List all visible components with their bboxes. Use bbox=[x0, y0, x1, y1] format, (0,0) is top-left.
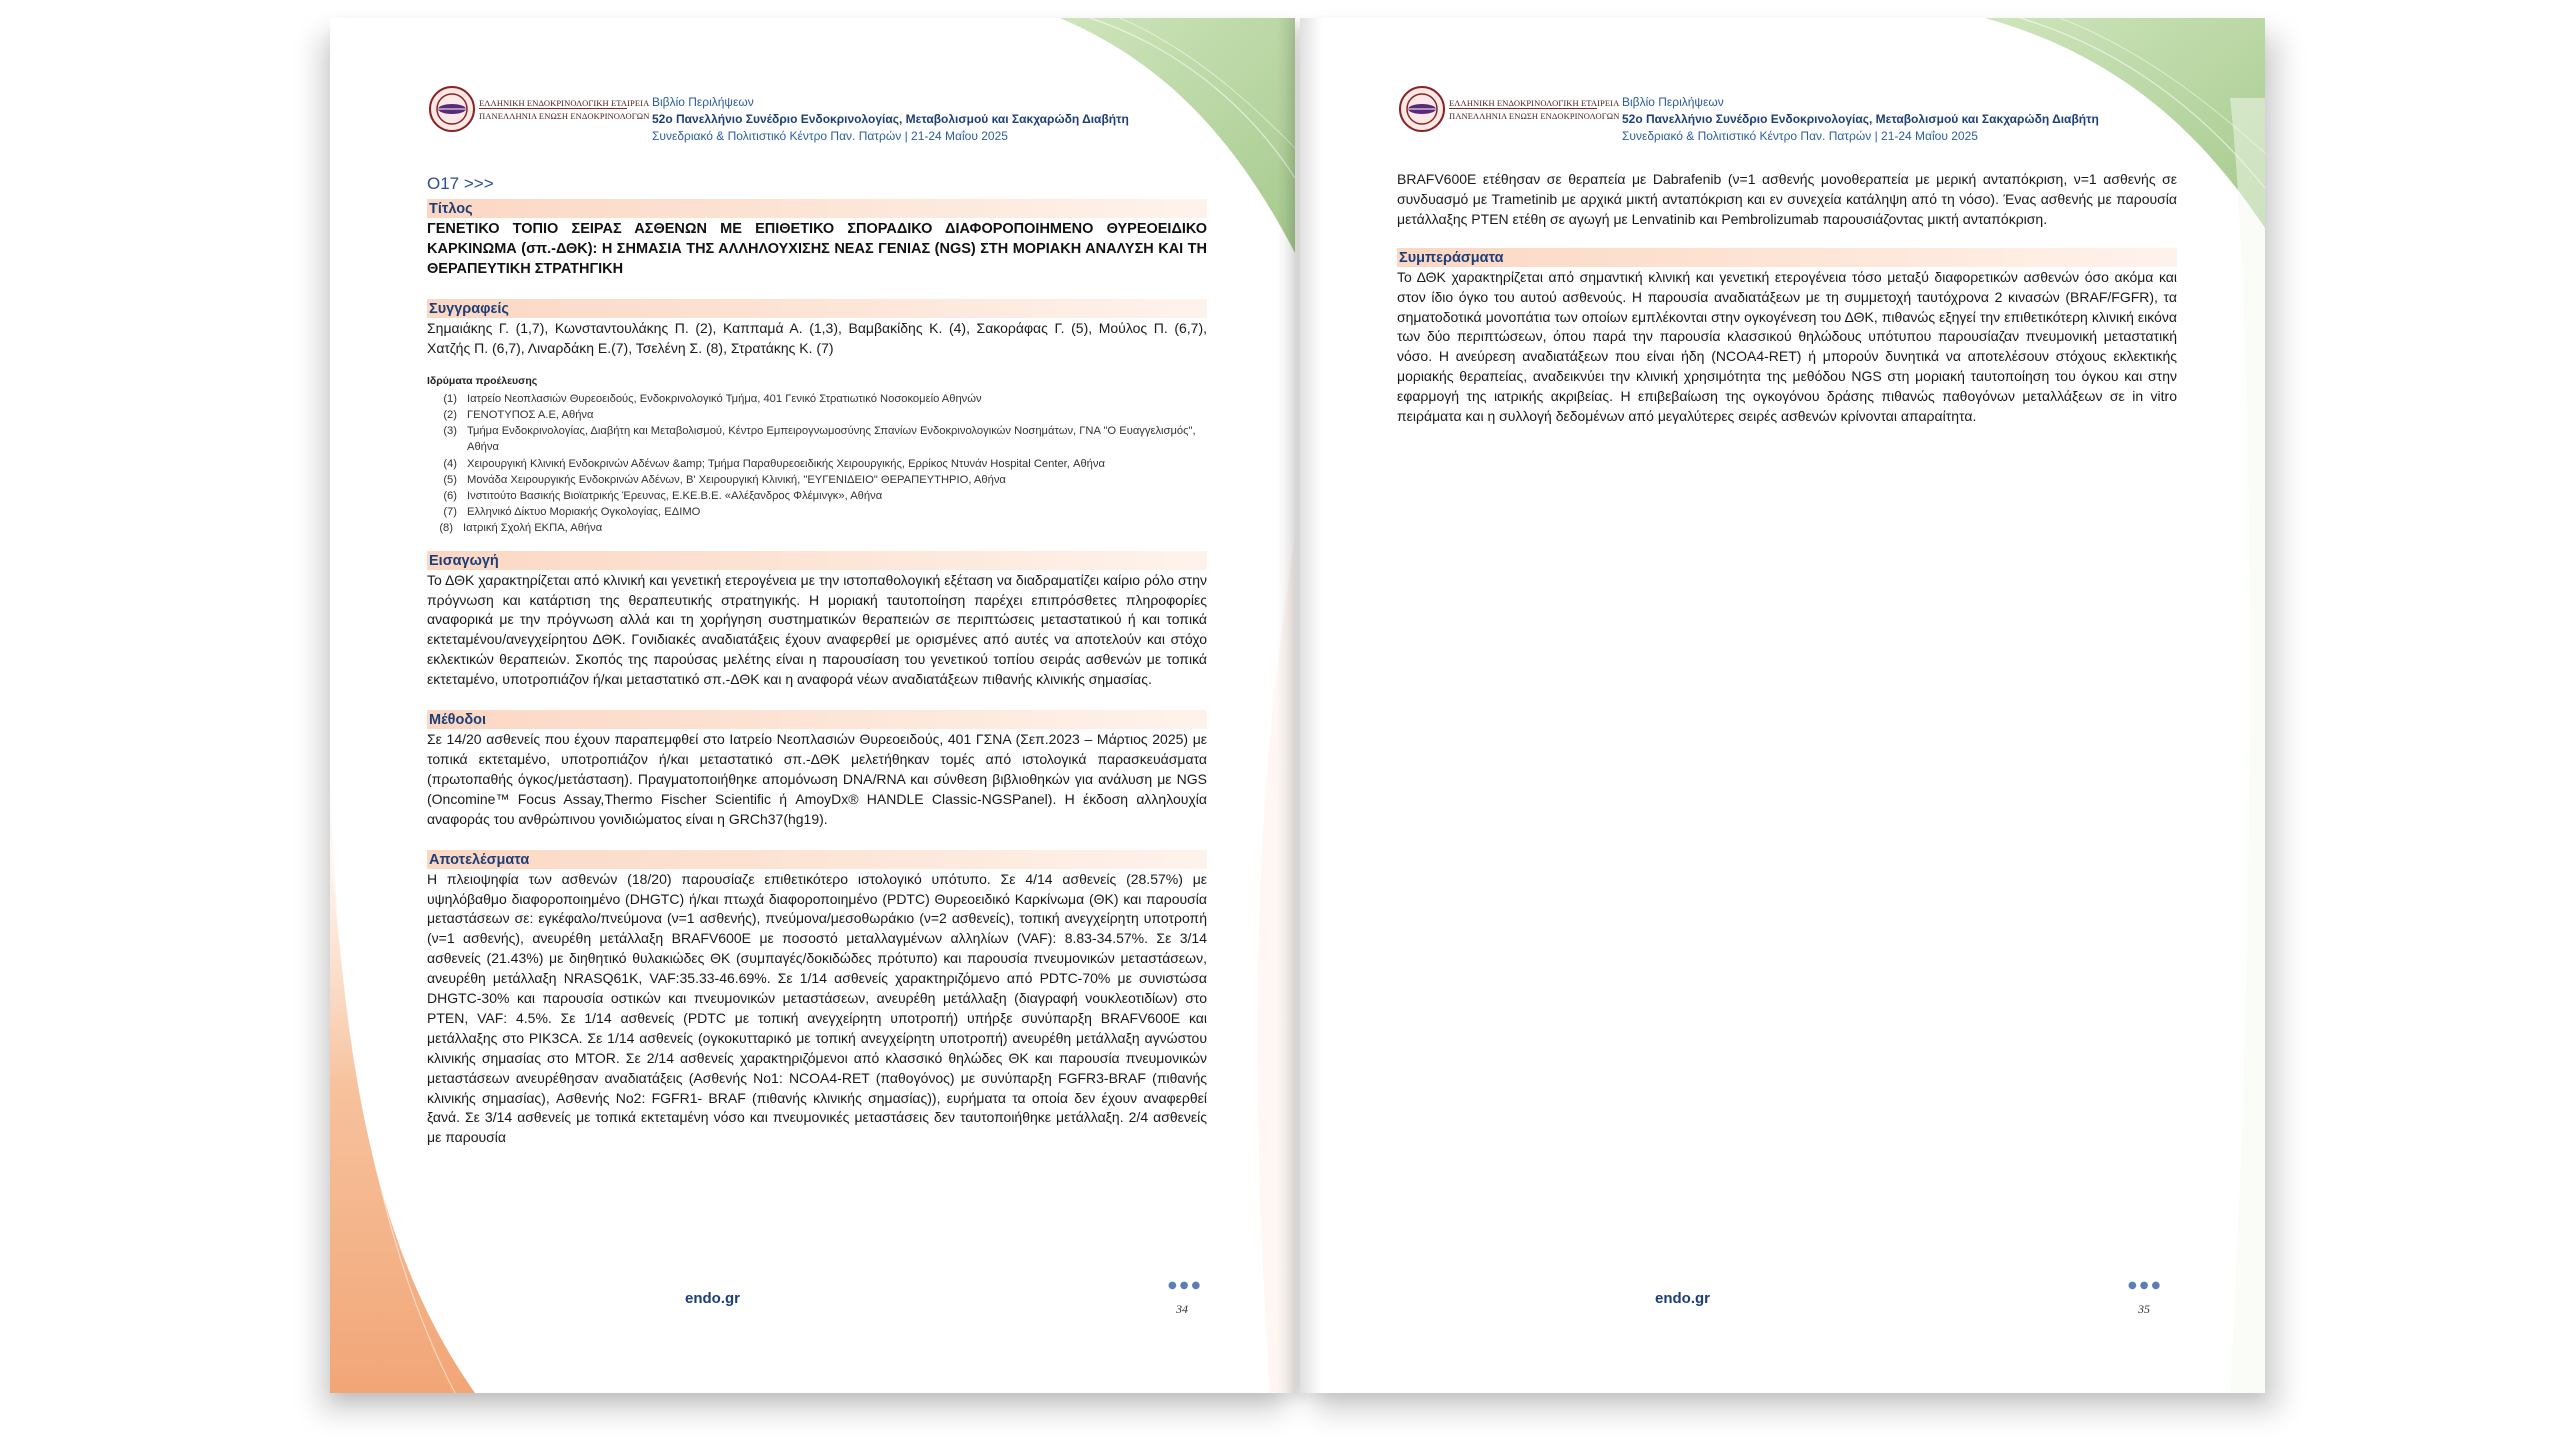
affiliation-item: (8) Ιατρική Σχολή ΕΚΠΑ, Αθήνα bbox=[439, 522, 603, 535]
footer-dots-icon: ●●● bbox=[1168, 1280, 1204, 1291]
society-emblem-icon bbox=[427, 84, 477, 134]
society-logo bbox=[1397, 84, 1620, 134]
abstract-title: ΓΕΝΕΤΙΚΟ ΤΟΠΙΟ ΣΕΙΡΑΣ ΑΣΘΕΝΩΝ ΜΕ ΕΠΙΘΕΤΙΚΟ ΣΠΟΡΑΔΙΚΟ ΔΙΑΦΟΡΟΠΟΙΗΜΕΝΟ ΘΥΡΕΟΕΙΔΙΚΟ ΚΑΡΚΙΝΩΜΑ (σπ.-ΔΘΚ): Η ΣΗΜΑΣΙΑ ΤΗΣ ΑΛΛΗΛΟΥΧΙΣΗΣ ΝΕΑΣ ΓΕΝΙΑΣ (NGS) ΣΤΗ ΜΟΡΙΑΚΗ ΑΝΑΛΥΣΗ ΚΑΙ ΤΗ ΘΕΡΑΠΕΥΤΙΚΗ ΣΤΡΑΤΗΓΙΚΗ bbox=[427, 221, 1207, 277]
affiliation-item: (6) Ινστιτούτο Βασικής Βιοϊατρικής Έρευνας, Ε.ΚΕ.Β.Ε. «Αλέξανδρος Φλέμινγκ», Αθήνα bbox=[443, 490, 883, 503]
congress-venue: Συνεδριακό & Πολιτιστικό Κέντρο Παν. Πατρών | 21-24 Μαΐου 2025 bbox=[1622, 129, 1978, 143]
affiliations-heading: Ιδρύματα προέλευσης bbox=[427, 374, 538, 387]
affiliation-item: (5) Μονάδα Χειρουργικής Ενδοκρινών Αδένων, Β' Χειρουργική Κλινική, "ΕΥΓΕΝΙΔΕΙΟ" ΘΕΡΑΠΕΥΤΗΡΙΟ, Αθήνα bbox=[443, 473, 1006, 486]
authors-heading: Συγγραφείς bbox=[427, 299, 1207, 318]
abstract-content bbox=[427, 158, 1207, 1148]
methods-heading: Μέθοδοι bbox=[427, 710, 1207, 729]
results-heading: Αποτελέσματα bbox=[427, 850, 1207, 869]
footer-site-link[interactable]: endo.gr bbox=[685, 1290, 740, 1307]
congress-title: 52ο Πανελλήνιο Συνέδριο Ενδοκρινολογίας, Μεταβολισμού και Σακχαρώδη Διαβήτη bbox=[1622, 112, 2099, 126]
logo-divider bbox=[1449, 108, 1597, 109]
affiliations-list bbox=[427, 391, 1207, 537]
page-left bbox=[330, 18, 1295, 1393]
authors-list: Σημαιάκης Γ. (1,7), Κωνσταντουλάκης Π. (2), Καππαμά Α. (1,3), Βαμβακίδης Κ. (4), Σακοράφας Γ. (5), Μούλος Π. (6,7), Χατζής Π. (6,7), Λιναρδάκη Ε.(7), Τσελένη Σ. (8), Στρατάκης Κ. (7) bbox=[427, 320, 1207, 356]
results-continued-text: BRAFV600E ετέθησαν σε θεραπεία με Dabrafenib (ν=1 ασθενής μονοθεραπεία με μερική ανταπόκριση, ν=1 ασθενής σε συνδυασμό με Trametinib με αρχικά μικτή ανταπόκριση και εν συνεχεία κατάληψη από τη νόσο). Ένας ασθενής με παρουσία μετάλλαξης PTEN ετέθη σε αγωγή με Lenvatinib και Pembrolizumab παρουσιάζοντας μικτή ανταπόκριση. bbox=[1397, 171, 2177, 227]
affiliation-item: (4) Χειρουργική Κλινική Ενδοκρινών Αδένων &amp; Τμήμα Παραθυρεοειδικής Χειρουργικής, Ερρίκος Ντυνάν Hospital Center, Αθήνα bbox=[443, 457, 1105, 470]
affiliation-item: (3) Τμήμα Ενδοκρινολογίας, Διαβήτη και Μεταβολισμού, Κέντρο Εμπειρογνωμοσύνης Σπανίων Ενδοκρινολογικών Νοσημάτων, ΓΝΑ "Ο Ευαγγελισμός", Αθήνα bbox=[443, 425, 1196, 454]
page-header bbox=[427, 78, 1227, 153]
affiliation-item: (7) Ελληνικό Δίκτυο Μοριακής Ογκολογίας, ΕΔΙΜΟ bbox=[443, 506, 701, 519]
title-heading: Τίτλος bbox=[427, 199, 1207, 218]
page-header bbox=[1397, 78, 2197, 153]
affiliation-item: (2) ΓΕΝΟΤΥΠΟΣ Α.Ε, Αθήνα bbox=[443, 409, 594, 422]
methods-text: Σε 14/20 ασθενείς που έχουν παραπεμφθεί στο Ιατρείο Νεοπλασιών Θυρεοειδούς, 401 ΓΣΝΑ (Σεπ.2023 – Μάρτιος 2025) με τοπικά εκτεταμένο, υποτροπιάζον ή/και μεταστατικό σπ.-ΔΘΚ μελετήθηκαν τομές από ιστολογικά παρασκευάσματα (πρωτοπαθής όγκος/μετάσταση). Πραγματοποιήθηκε απομόνωση DNA/RNA και σύνθεση βιβλιοθηκών για ανάλυση με NGS (Oncomine™ Focus Assay,Thermo Fischer Scientific ή AmoyDx® HANDLE Classic-NGSPanel). Η έκδοση αλληλουχία αναφοράς του ανθρώπινου γονιδιώματος είναι η GRCh37(hg19). bbox=[427, 731, 1207, 827]
footer-dots-icon: ●●● bbox=[2128, 1280, 2164, 1291]
society-logo bbox=[427, 84, 650, 134]
society-emblem-icon bbox=[1397, 84, 1447, 134]
footer-site-link[interactable]: endo.gr bbox=[1655, 1290, 1710, 1307]
logo-divider bbox=[479, 108, 627, 109]
book-label: Βιβλίο Περιλήψεων bbox=[1622, 95, 1724, 109]
congress-venue: Συνεδριακό & Πολιτιστικό Κέντρο Παν. Πατρών | 21-24 Μαΐου 2025 bbox=[652, 129, 1008, 143]
congress-title: 52ο Πανελλήνιο Συνέδριο Ενδοκρινολογίας, Μεταβολισμού και Σακχαρώδη Διαβήτη bbox=[652, 112, 1129, 126]
society-name-line2: ΠΑΝΕΛΛΗΝΙΑ ΕΝΩΣΗ ΕΝΔΟΚΡΙΝΟΛΟΓΩΝ bbox=[479, 111, 650, 121]
introduction-heading: Εισαγωγή bbox=[427, 551, 1207, 570]
page-number: 35 bbox=[2138, 1302, 2150, 1316]
congress-info bbox=[1622, 94, 2099, 145]
affiliation-item: (1) Ιατρείο Νεοπλασιών Θυρεοειδούς, Ενδοκρινολογικό Τμήμα, 401 Γενικό Στρατιωτικό Νοσοκομείο Αθηνών bbox=[443, 392, 982, 405]
abstract-content bbox=[1397, 152, 2177, 427]
page-gutter-shadow bbox=[1300, 18, 1322, 1393]
page-number: 34 bbox=[1176, 1302, 1188, 1316]
conclusions-text: Το ΔΘΚ χαρακτηρίζεται από σημαντική κλινική και γενετική ετερογένεια τόσο μεταξύ διαφορετικών ασθενών όσο ακόμα και στον ίδιο όγκο του αυτού ασθενούς. Η παρουσία αναδιατάξεων με τη συμμετοχή ταυτόχρονα 2 κινασών (BRAF/FGFR), τα σηματοδοτικά μονοπάτια των οποίων εμπλέκονται στην ογκογένεση του ΔΘΚ, πιθανώς εξηγεί την επιθετικότερη κλινική εικόνα των δύο περιπτώσεων, όπου παρά την παρουσία κλασσικού θηλώδους υπότυπου παρουσίαζαν πνευμονική μεταστατική νόσο. Η ανεύρεση αναδιατάξεων που είναι ήδη (NCOA4-RET) ή μπορούν δυνητικά να αποτελέσουν στόχους εκλεκτικής μοριακής θεραπείας, αναδεικνύει την κλινική χρησιμότητα της μεθόδου NGS στη μοριακή ταυτοποίηση του όγκου και στην εφαρμογή της ιατρικής ακριβείας. Η επιβεβαίωση της ογκογόνου δράσης πιθανώς παθογόνων μεταλλάξεων σε in vitro πειράματα και η συλλογή δεδομένων από μεγαλύτερες σειρές ασθενών κρίνονται απαραίτητα. bbox=[1397, 268, 2177, 425]
results-text: Η πλειοψηφία των ασθενών (18/20) παρουσίαζε επιθετικότερο ιστολογικό υπότυπο. Σε 4/14 ασθενείς (28.57%) με υψηλόβαθμο διαφοροποιημένο (DHGTC) ή/και πτωχά διαφοροποιημένο (PDTC) Θυρεοειδικό Καρκίνωμα (ΘΚ) και παρουσία μεταστάσεων σε: εγκέφαλο/πνεύμονα (ν=1 ασθενής), πνεύμονα/μεσοθωράκιο (ν=2 ασθενείς), τοπική ανεγχείρητη υποτροπή (ν=1 ασθενής), ανευρέθη μετάλλαξη BRAFV600E με ποσοστό μεταλλαγμένων αλληλίων (VAF): 8.83-34.57%. Σε 3/14 ασθενείς (21.43%) με διηθητικό θυλακιώδες ΘΚ (συμπαγές/δοκιδώδες πρότυπο) και παρουσία πνευμονικών μεταστάσεων, ανευρέθη μετάλλαξη NRASQ61K, VAF:35.33-46.69%. Σε 1/14 ασθενείς χαρακτηριζόμενο από PDTC-70% με συνιστώσα DHGTC-30% και παρουσία οστικών και πνευμονικών μεταστάσεων, ανευρέθη μετάλλαξη (διαγραφή νουκλεοτιδίων) στο PTEN, VAF: 4.5%. Σε 1/14 ασθενείς (PDTC με τοπική ανεγχείρητη υποτροπή) υπήρξε συνύπαρξη BRAFV600E και μετάλλαξης στο PIK3CA. Σε 1/14 ασθενείς (ογκοκυτταρικό με τοπική ανεγχείρητη υποτροπή) ανευρέθη μετάλλαξη αγνώστου κλινικής σημασίας στο MTOR. Σε 2/14 ασθενείς χαρακτηριζόμενοι από κλασσικό θηλώδες ΘΚ και παρουσία πνευμονικών μεταστάσεων ανευρέθησαν αναδιατάξεις (Ασθενής Νο1: NCOA4-RET (παθογόνος) με συνύπαρξη FGFR3-BRAF (πιθανής κλινικής σημασίας), Ασθενής Νο2: FGFR1- BRAF (πιθανής κλινικής σημασίας)), ευρήματα τα οποία δεν έχουν αναφερθεί ξανά. Σε 3/14 ασθενείς με τοπικά εκτεταμένη νόσο και πνευμονικές μεταστάσεις δεν ταυτοποιήθηκε μετάλλαξη. 2/4 ασθενείς με παρουσία bbox=[427, 870, 1207, 1146]
abstract-id: O17 >>> bbox=[427, 174, 494, 193]
introduction-text: Το ΔΘΚ χαρακτηρίζεται από κλινική και γενετική ετερογένεια με την ιστοπαθολογική εξέταση να διαδραματίζει καίριο ρόλο στην πρόγνωση και κατάρτιση της θεραπευτικής στρατηγικής. Η μοριακή ταυτοποίηση παρέχει επιπρόσθετες πληροφορίες αναφορικά με την πρόγνωση αλλά και τη χορήγηση συστηματικών θεραπειών σε περιπτώσεις μεταστατικού ή και τοπικά εκτεταμένου/ανεγχείρητου ΔΘΚ. Γονιδιακές αναδιατάξεις έχουν αναφερθεί με ορισμένες από αυτές να αποτελούν και στόχο εκλεκτικών θεραπειών. Σκοπός της παρούσας μελέτης είναι η παρουσίαση του γενετικού τοπίου σειράς ασθενών με τοπικά εκτεταμένο, υποτροπιάζον ή/και μεταστατικό σπ.-ΔΘΚ και η αναφορά νέων αναδιατάξεων πιθανής κλινικής σημασίας. bbox=[427, 571, 1207, 688]
page-right bbox=[1300, 18, 2265, 1393]
society-name-line1: ΕΛΛΗΝΙΚΗ ΕΝΔΟΚΡΙΝΟΛΟΓΙΚΗ ΕΤΑΙΡΕΙΑ bbox=[1449, 98, 1620, 108]
page-gutter-shadow bbox=[1277, 18, 1295, 1393]
society-name-line1: ΕΛΛΗΝΙΚΗ ΕΝΔΟΚΡΙΝΟΛΟΓΙΚΗ ΕΤΑΙΡΕΙΑ bbox=[479, 98, 650, 108]
society-name-line2: ΠΑΝΕΛΛΗΝΙΑ ΕΝΩΣΗ ΕΝΔΟΚΡΙΝΟΛΟΓΩΝ bbox=[1449, 111, 1620, 121]
conclusions-heading: Συμπεράσματα bbox=[1397, 248, 2177, 267]
congress-info bbox=[652, 94, 1129, 145]
book-label: Βιβλίο Περιλήψεων bbox=[652, 95, 754, 109]
